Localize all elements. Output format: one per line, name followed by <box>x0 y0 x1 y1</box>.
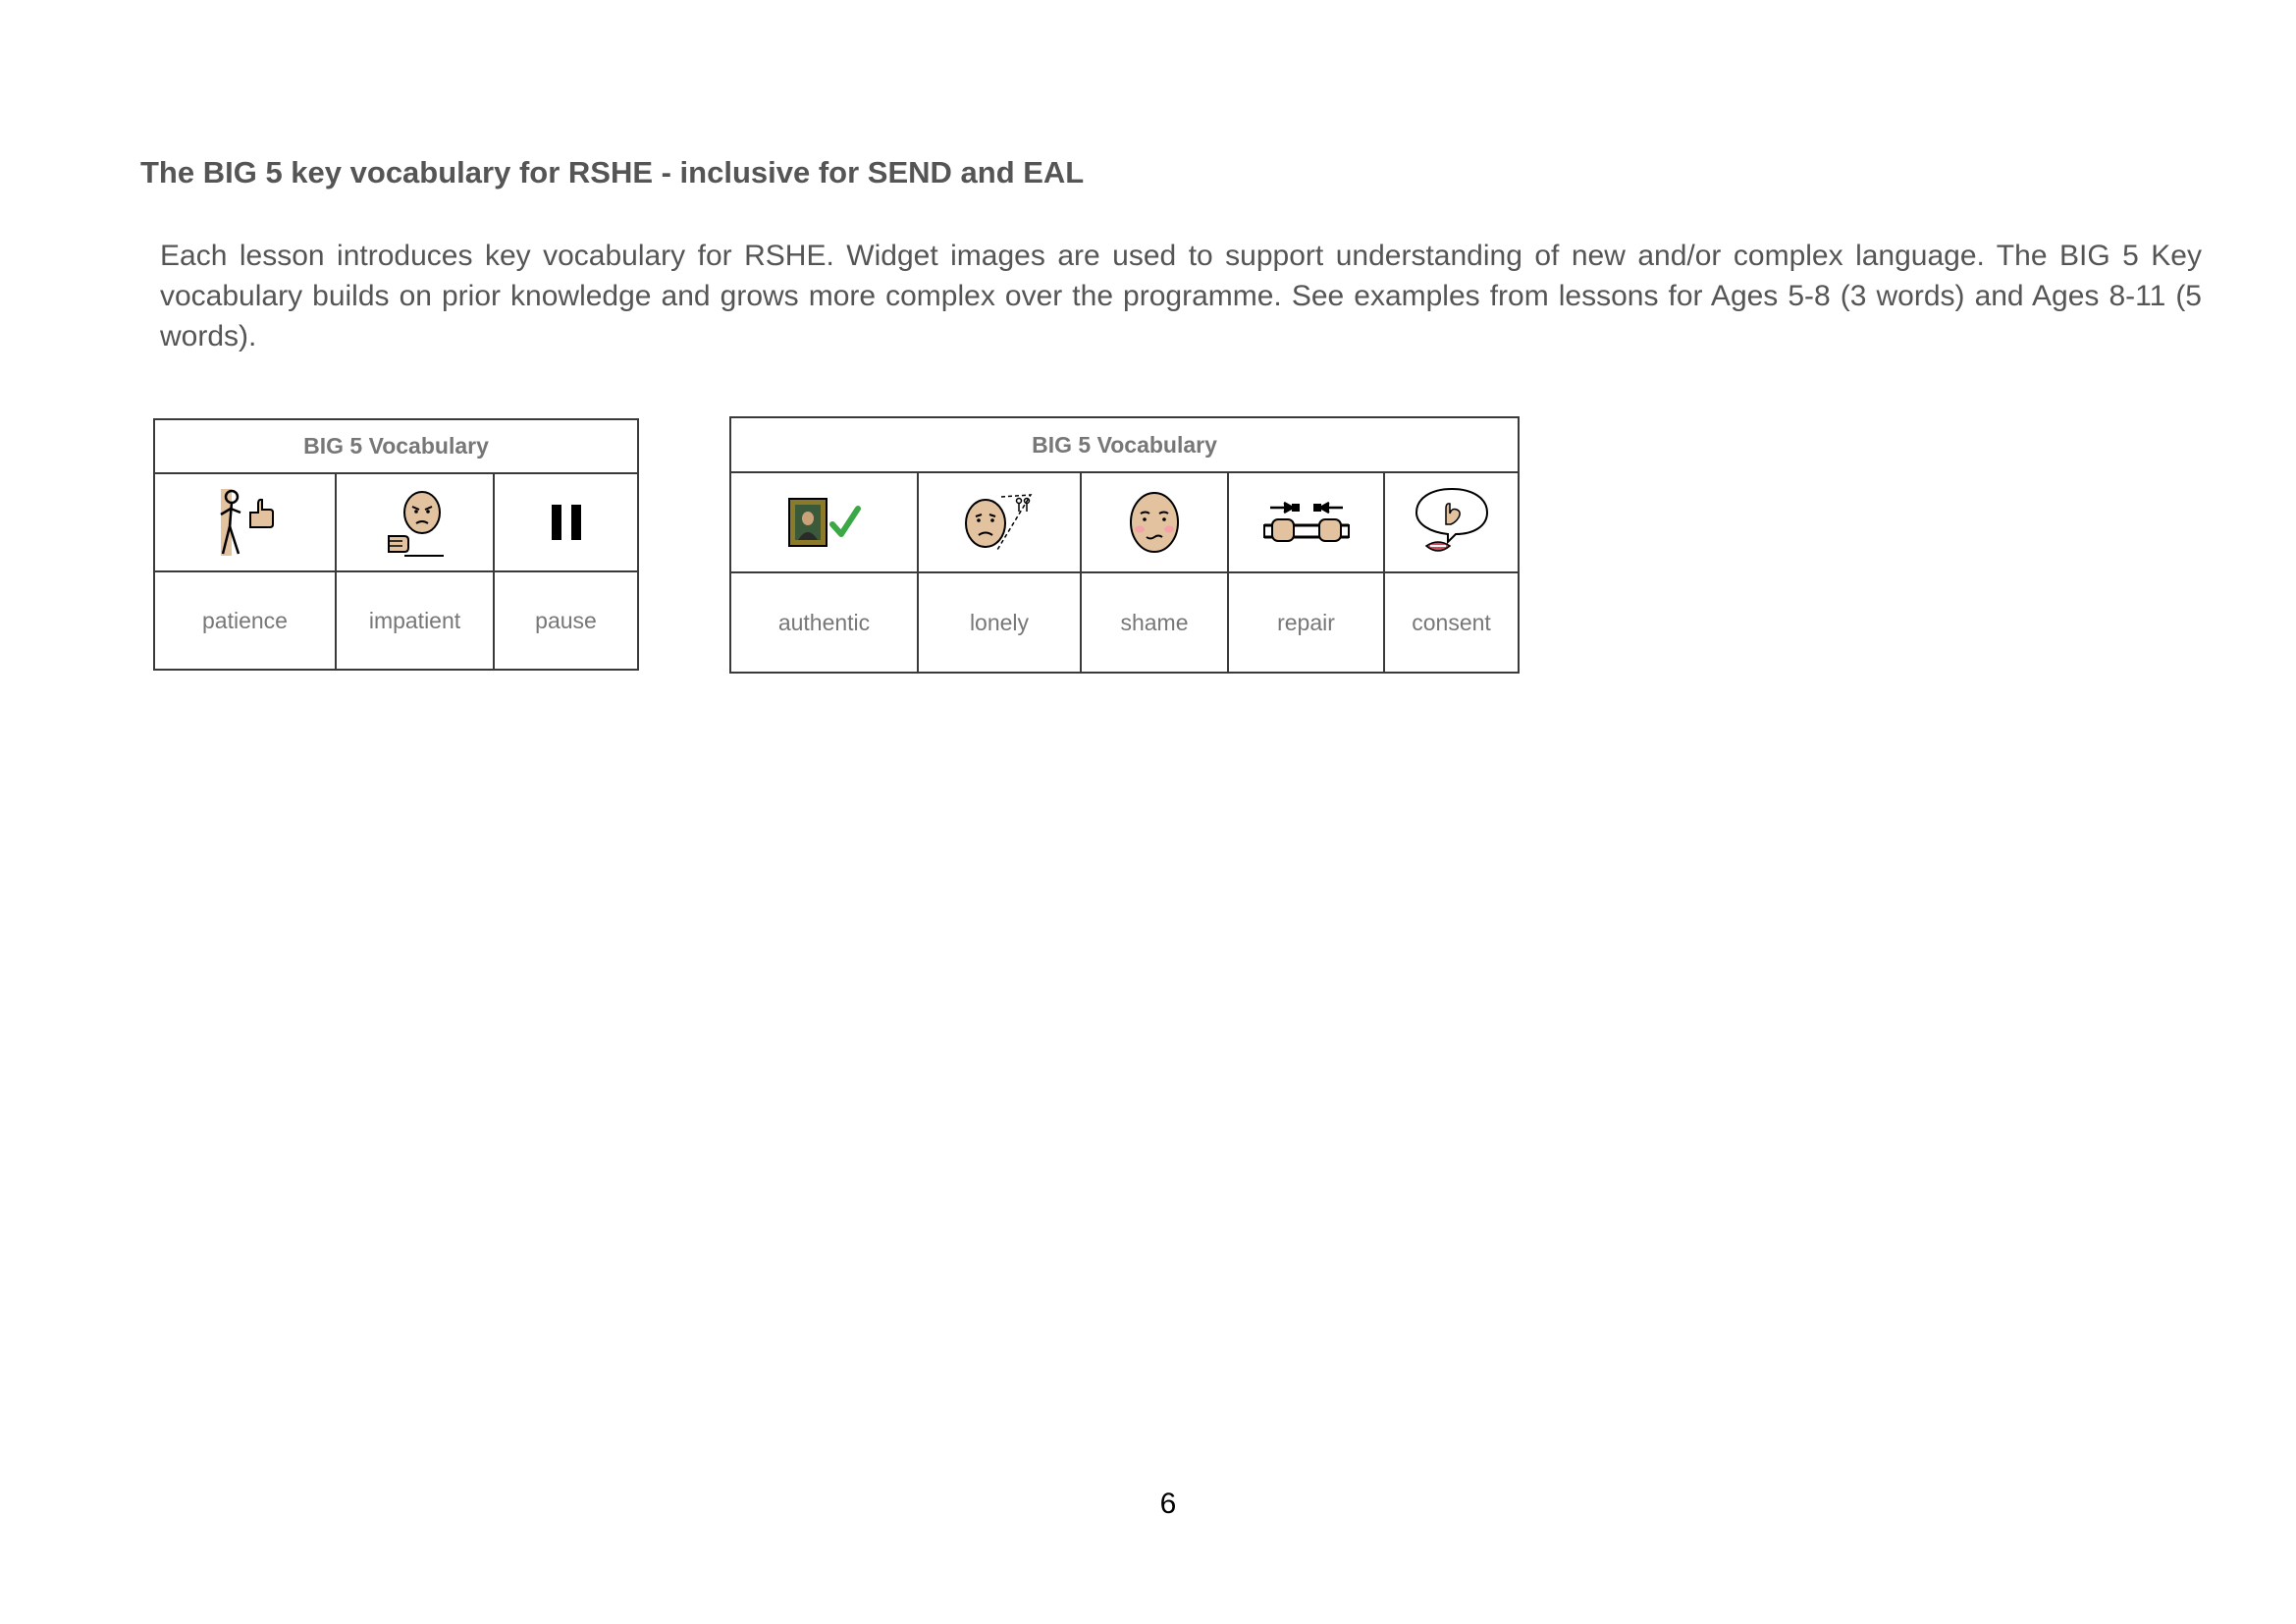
vocab-word: impatient <box>336 571 494 670</box>
vocab-icon-cell <box>1228 472 1384 572</box>
section-heading: The BIG 5 key vocabulary for RSHE - inclusive for SEND and EAL <box>140 155 1085 189</box>
lonely-icon <box>962 491 1037 554</box>
vocab-word: pause <box>494 571 638 670</box>
repair-icon <box>1262 498 1351 547</box>
vocab-word: lonely <box>918 572 1081 673</box>
vocab-icon-cell <box>918 472 1081 572</box>
vocab-table-title: BIG 5 Vocabulary <box>730 417 1519 472</box>
vocab-word: repair <box>1228 572 1384 673</box>
vocab-icon-cell <box>1081 472 1228 572</box>
authentic-icon <box>787 495 862 550</box>
pause-icon <box>547 501 586 544</box>
vocab-table-ages-5-8 <box>153 418 639 671</box>
vocab-icon-cell <box>1384 472 1519 572</box>
vocab-icon-cell <box>336 473 494 571</box>
vocab-icon-cell <box>494 473 638 571</box>
vocab-icon-cell <box>730 472 918 572</box>
vocab-table-title: BIG 5 Vocabulary <box>154 419 638 473</box>
impatient-icon <box>385 487 446 558</box>
consent-icon <box>1413 485 1491 560</box>
vocab-word: shame <box>1081 572 1228 673</box>
vocab-word: consent <box>1384 572 1519 673</box>
intro-paragraph: Each lesson introduces key vocabulary for RSHE. Widget images are used to support understanding of new and/or complex language. The BIG 5 Key vocabulary builds on prior knowledge and grows more complex over the programme. See examples from lessons for Ages 5-8 (3 words) and Ages 8-11 (5 words). <box>160 240 2202 352</box>
vocab-icon-cell <box>154 473 336 571</box>
shame-icon <box>1127 490 1182 555</box>
vocab-table-ages-8-11 <box>729 416 1520 674</box>
patience-icon <box>215 487 276 558</box>
page-number: 6 <box>1159 1488 1177 1520</box>
vocab-word: authentic <box>730 572 918 673</box>
vocab-word: patience <box>154 571 336 670</box>
